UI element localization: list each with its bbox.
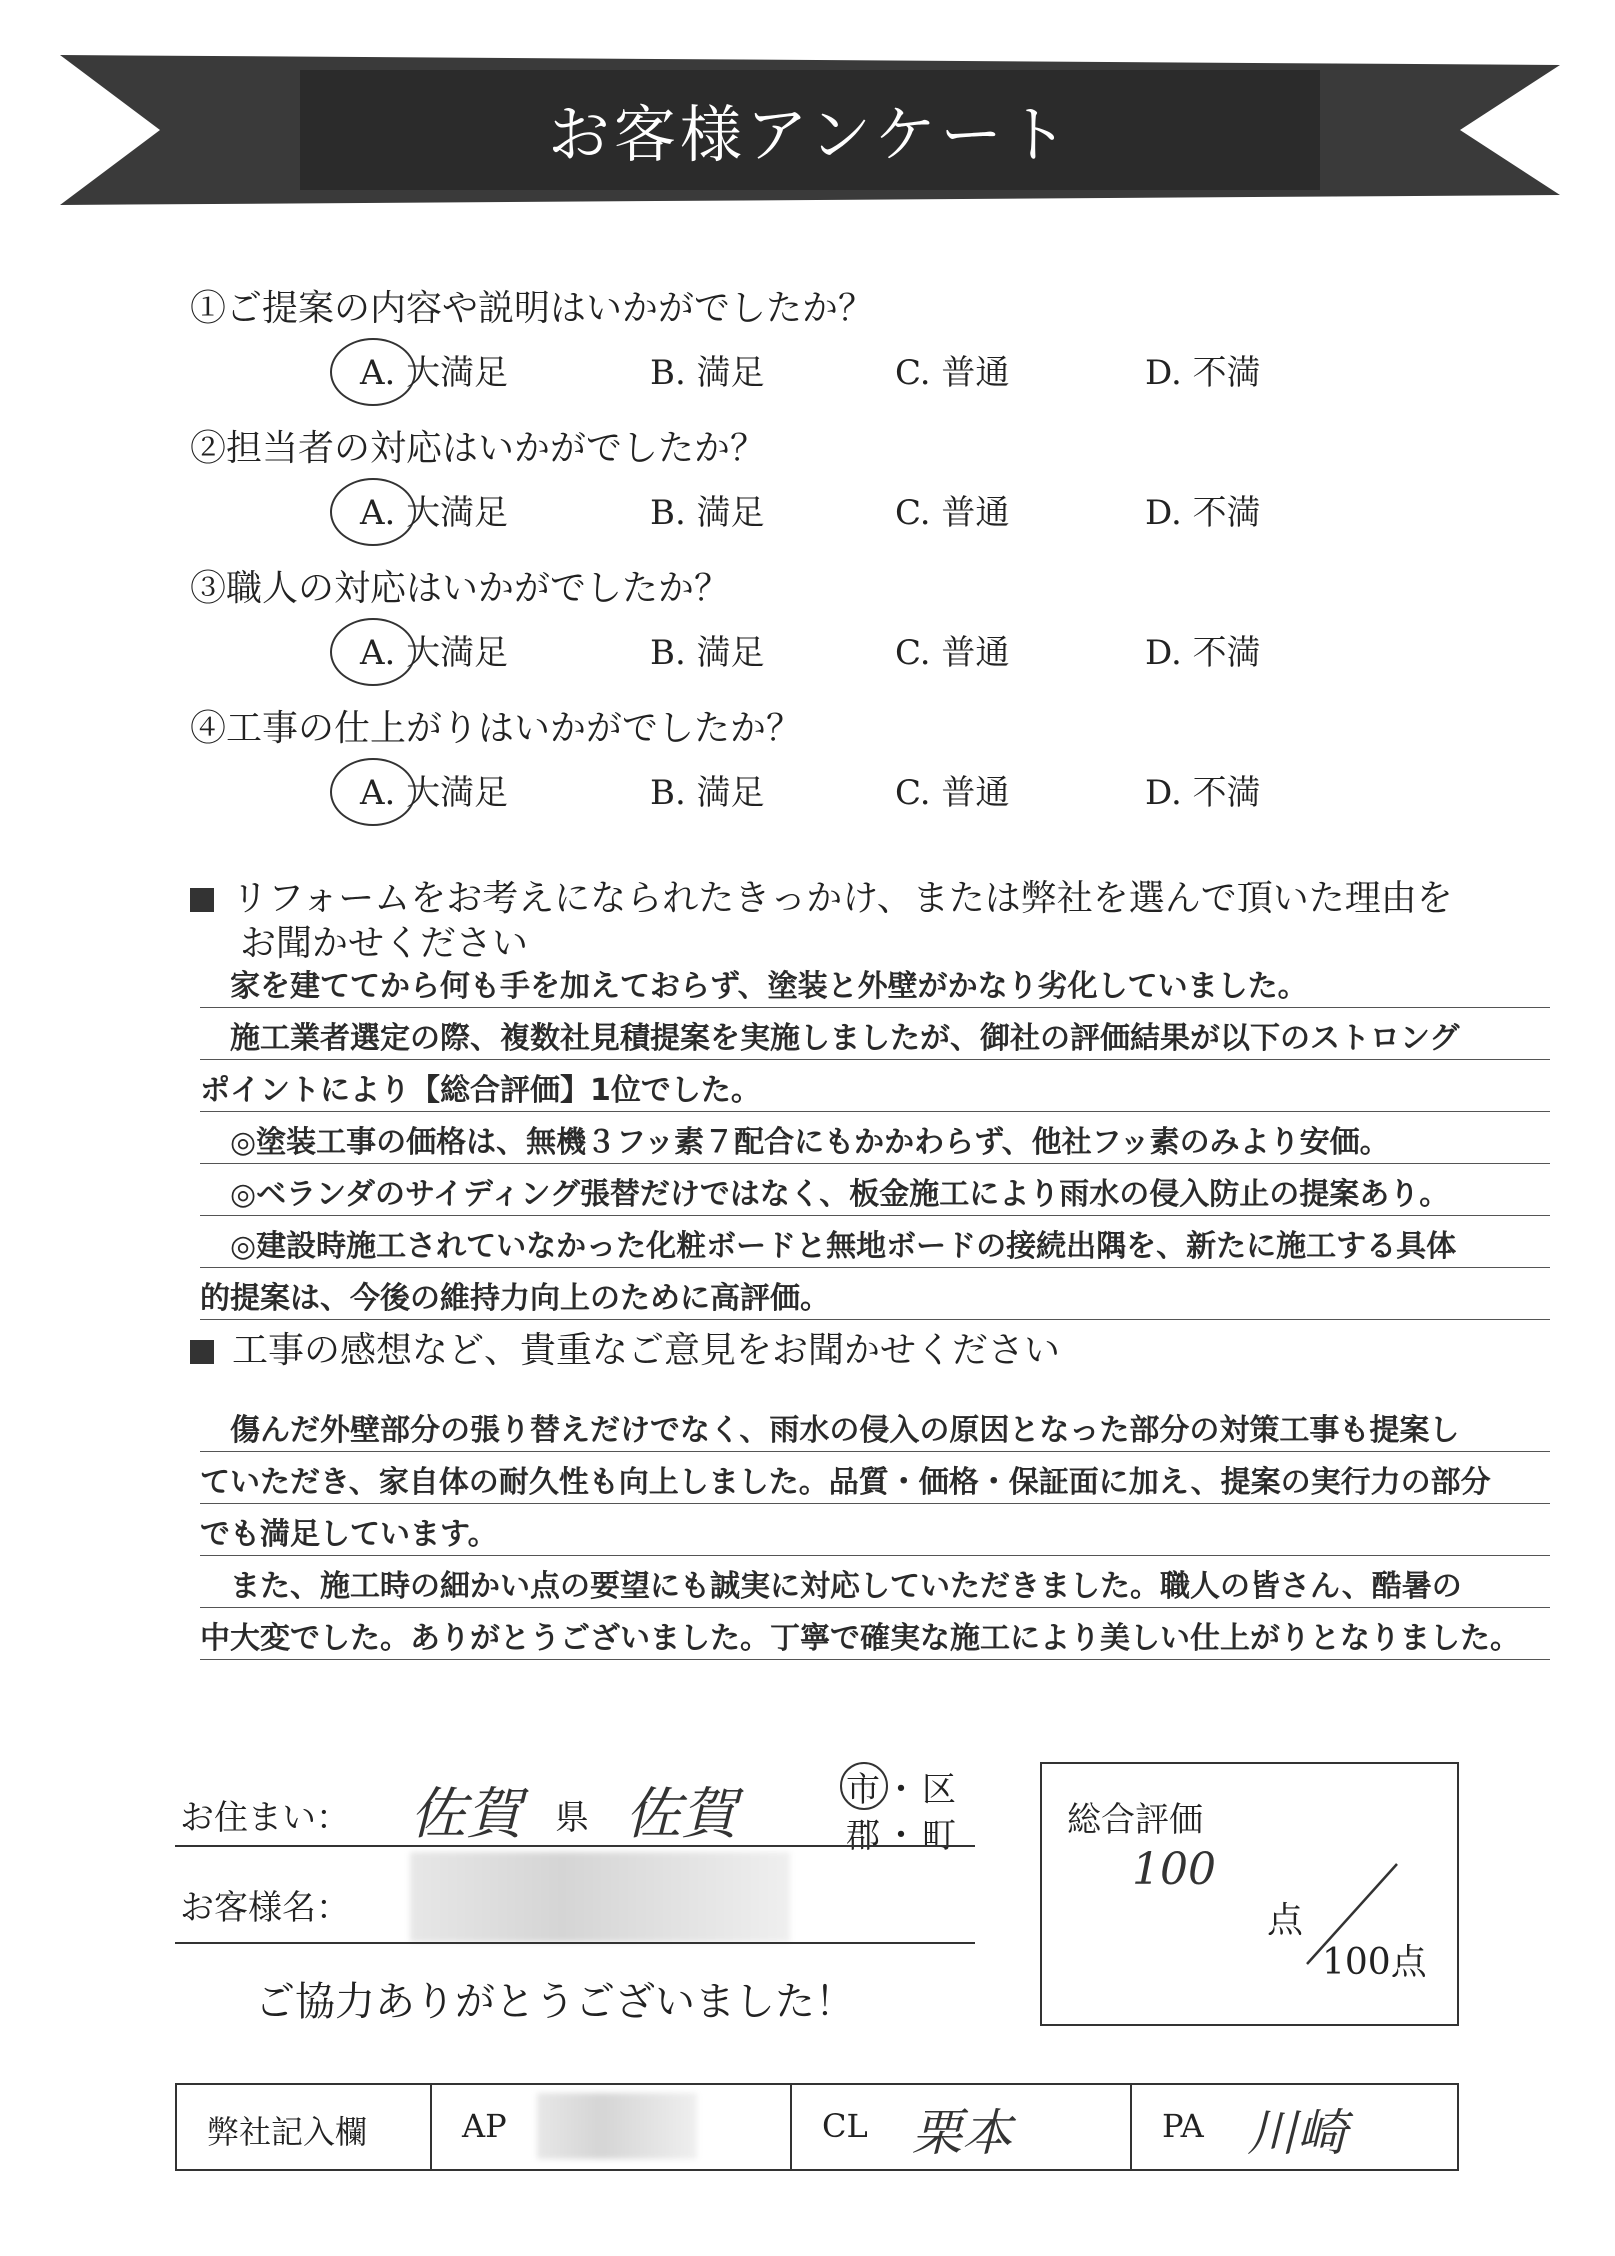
q2-option-a[interactable]: A. 大満足	[360, 493, 509, 533]
q2-option-c[interactable]: C. 普通	[895, 493, 1010, 533]
city-value: 佐賀	[625, 1782, 737, 1847]
q1-option-b[interactable]: B. 満足	[650, 353, 765, 393]
ap-label: AP	[462, 2107, 507, 2145]
q2-option-b[interactable]: B. 満足	[650, 493, 765, 533]
pa-label: PA	[1162, 2107, 1204, 2145]
cl-value: 栗本	[912, 2104, 1012, 2162]
q1-option-d[interactable]: D. 不満	[1145, 353, 1261, 393]
impression-line: でも満足しています。	[200, 1514, 1550, 1556]
reason-line: ポイントにより【総合評価】1位でした。	[200, 1070, 1550, 1112]
reason-heading	[190, 870, 1453, 921]
reason-line: ◎建設時施工されていなかった化粧ボードと無地ボードの接続出隅を、新たに施工する具体	[200, 1226, 1550, 1268]
impression-line: 中大変でした。ありがとうございました。丁寧で確実な施工により美しい仕上がりとなりました。	[200, 1618, 1550, 1660]
reason-line: ◎ベランダのサイディング張替だけではなく、板金施工により雨水の侵入防止の提案あり。	[200, 1174, 1550, 1216]
office-label-cell	[177, 2085, 432, 2169]
bullet-square-icon	[190, 1340, 214, 1364]
reason-line: ◎塗装工事の価格は、無機３フッ素７配合にもかかわらず、他社フッ素のみより安価。	[200, 1122, 1550, 1164]
reason-line: 家を建ててから何も手を加えておらず、塗装と外壁がかなり劣化していました。	[200, 966, 1550, 1008]
q4-option-b[interactable]: B. 満足	[650, 773, 765, 813]
thanks-message: ご協力ありがとうございました！	[255, 1979, 855, 2025]
q4-option-a[interactable]: A. 大満足	[360, 773, 509, 813]
cl-cell	[792, 2085, 1132, 2169]
q4-option-d[interactable]: D. 不満	[1145, 773, 1261, 813]
impression-heading-text: 工事の感想など、貴重なご意見をお聞かせください	[232, 1330, 1061, 1371]
prefecture-value: 佐賀	[410, 1782, 522, 1847]
address-label: お住まい：	[180, 1798, 350, 1838]
city-type-row1: 市・区	[846, 1770, 960, 1810]
impression-line: ていただき、家自体の耐久性も向上しました。品質・価格・保証面に加え、提案の実行力の部分	[200, 1462, 1550, 1504]
reason-line: 施工業者選定の際、複数社見積提案を実施しましたが、御社の評価結果が以下のストロング	[200, 1018, 1550, 1060]
office-use-table	[175, 2083, 1459, 2171]
redacted-ap-name	[537, 2093, 697, 2159]
pa-cell	[1132, 2085, 1453, 2169]
reason-line: 的提案は、今後の維持力向上のために高評価。	[200, 1278, 1550, 1320]
question-2-text: ②担当者の対応はいかがでしたか？	[190, 428, 767, 469]
prefecture-suffix: 県	[555, 1798, 589, 1838]
reason-heading-line2: お聞かせください	[240, 923, 529, 964]
city-type-row2: 郡・町	[846, 1816, 960, 1856]
pa-value: 川崎	[1247, 2104, 1347, 2162]
q3-option-c[interactable]: C. 普通	[895, 633, 1010, 673]
impression-line: 傷んだ外壁部分の張り替えだけでなく、雨水の侵入の原因となった部分の対策工事も提案し	[200, 1410, 1550, 1452]
impression-heading	[190, 1322, 1060, 1373]
question-3-text: ③職人の対応はいかがでしたか？	[190, 568, 731, 609]
bullet-square-icon	[190, 888, 214, 912]
score-max: 100点	[1322, 1942, 1427, 1983]
customer-name-underline	[175, 1942, 975, 1944]
impression-line: また、施工時の細かい点の要望にも誠実に対応していただきました。職人の皆さん、酷暑の	[200, 1566, 1550, 1608]
q3-option-b[interactable]: B. 満足	[650, 633, 765, 673]
reason-heading-line1: リフォームをお考えになられたきっかけ、または弊社を選んで頂いた理由を	[232, 878, 1453, 919]
q1-option-a[interactable]: A. 大満足	[360, 353, 509, 393]
question-1-text: ①ご提案の内容や説明はいかがでしたか？	[190, 288, 875, 329]
q1-option-c[interactable]: C. 普通	[895, 353, 1010, 393]
redacted-customer-name	[410, 1852, 790, 1942]
score-value: 100	[1132, 1844, 1216, 1895]
score-title: 総合評価	[1067, 1800, 1203, 1840]
office-label: 弊社記入欄	[207, 2113, 368, 2151]
q2-option-d[interactable]: D. 不満	[1145, 493, 1261, 533]
q4-option-c[interactable]: C. 普通	[895, 773, 1010, 813]
address-underline	[175, 1845, 975, 1847]
cl-label: CL	[822, 2107, 868, 2145]
score-unit: 点	[1267, 1900, 1304, 1941]
q3-option-a[interactable]: A. 大満足	[360, 633, 509, 673]
ap-cell	[432, 2085, 792, 2169]
page-title: お客様アンケート	[547, 98, 1073, 171]
q3-option-d[interactable]: D. 不満	[1145, 633, 1261, 673]
question-4-text: ④工事の仕上がりはいかがでしたか？	[190, 708, 803, 749]
customer-name-label: お客様名：	[180, 1888, 350, 1928]
score-box	[1040, 1762, 1459, 2026]
